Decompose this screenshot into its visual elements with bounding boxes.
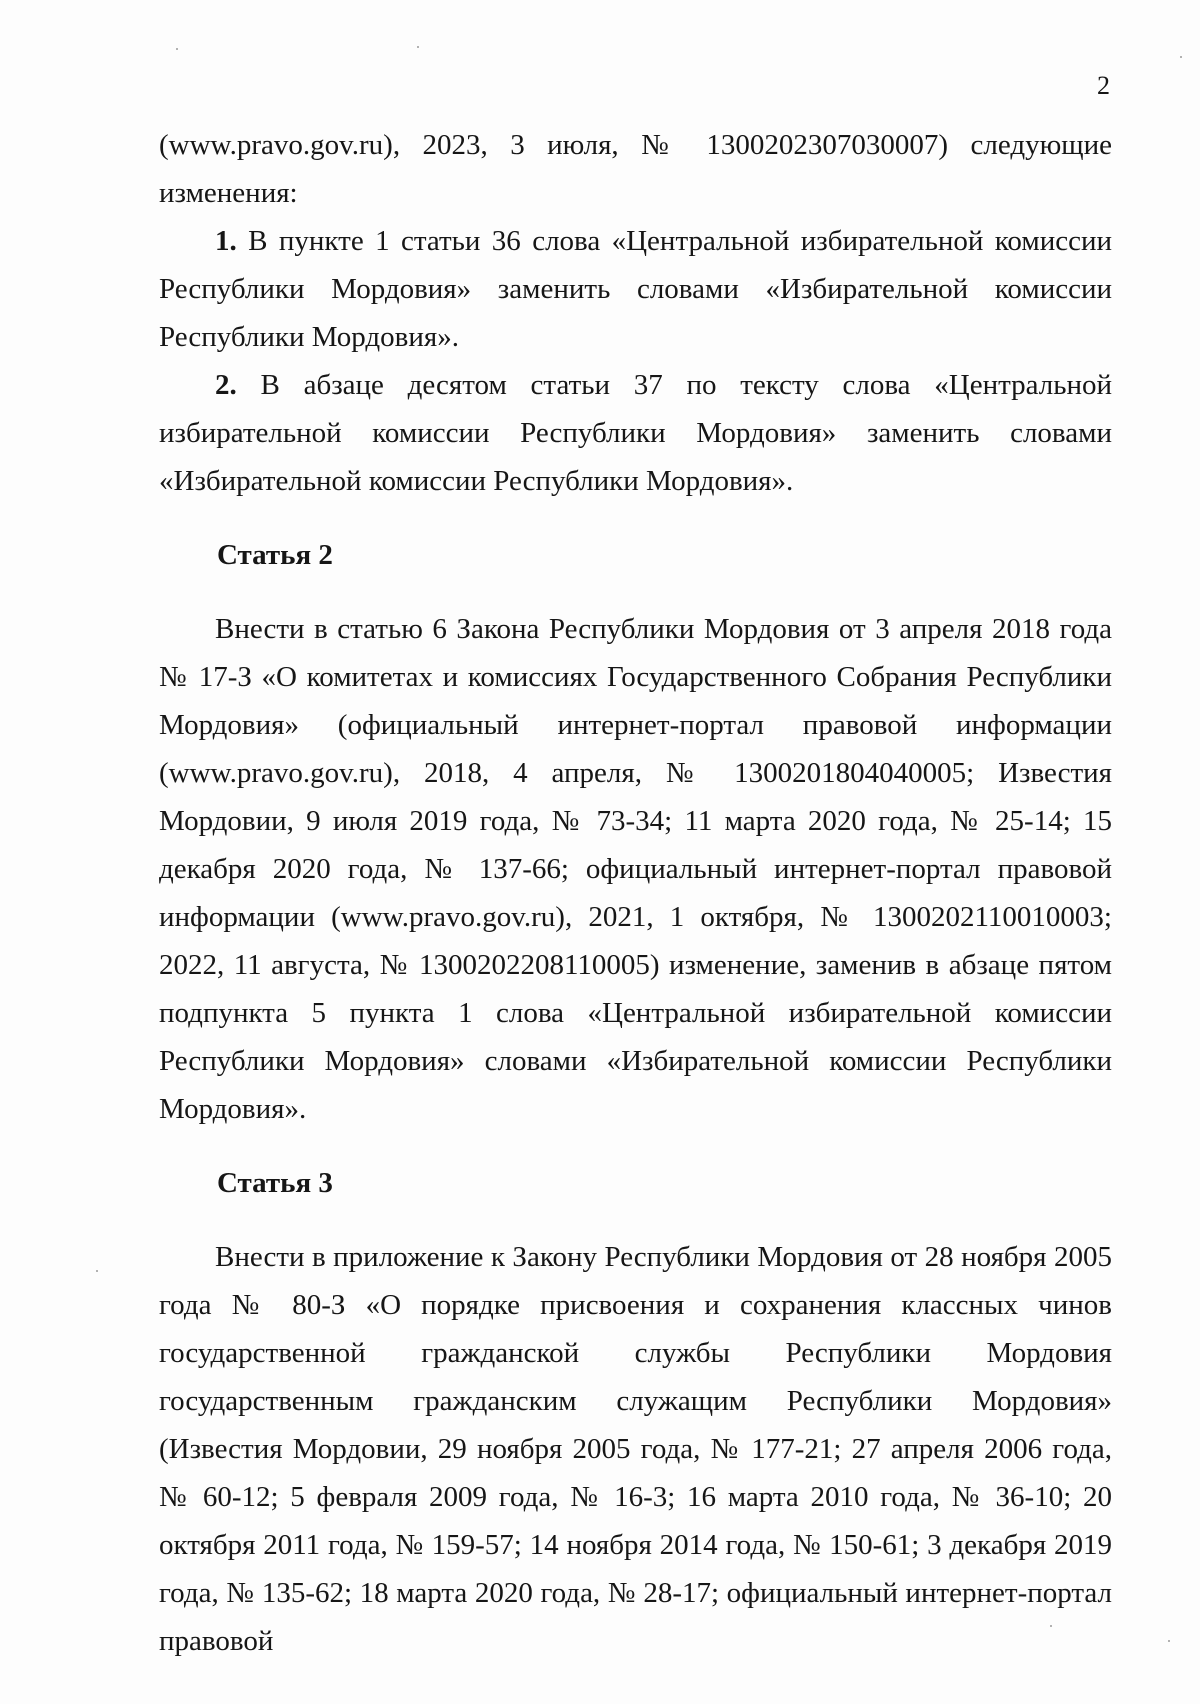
page-number: 2 [1097, 71, 1110, 100]
change-item-2 [159, 361, 1112, 505]
intro-paragraph: (www.pravo.gov.ru), 2023, 3 июля, № 1300202307030007) следующие изменения: [159, 129, 1112, 209]
article-3-text: Внести в приложение к Закону Республики Мордовия от 28 ноября 2005 года № 80-З «О порядке присвоения и сохранения классных чинов государственной гражданской службы Республики Мордовия государственным гражданским служащим Республики Мордовия» (Известия Мордовии, 29 ноября 2005 года, № 177-21; 27 апреля 2006 года, № 60-12; 5 февраля 2009 года, № 16-3; 16 марта 2010 года, № 36-10; 20 октября 2011 года, № 159-57; 14 ноября 2014 года, № 150-61; 3 декабря 2019 года, № 135-62; 18 марта 2020 года, № 28-17; официальный интернет-портал правовой [159, 1241, 1112, 1657]
scan-speck [176, 48, 178, 50]
scan-speck [96, 1270, 98, 1272]
change-number-2: 2. [215, 369, 237, 401]
change-number-1: 1. [215, 225, 237, 257]
document-body [159, 121, 1112, 1665]
scan-speck [1168, 1640, 1170, 1642]
article-2-heading: Статья 2 [217, 539, 333, 571]
change-item-1 [159, 217, 1112, 361]
article-2-text: Внести в статью 6 Закона Республики Мордовия от 3 апреля 2018 года № 17-З «О комитетах и комиссиях Государственного Собрания Республики Мордовия» (официальный интернет-портал правовой информации (www.pravo.gov.ru), 2018, 4 апреля, № 1300201804040005; Известия Мордовии, 9 июля 2019 года, № 73-34; 11 марта 2020 года, № 25-14; 15 декабря 2020 года, № 137-66; официальный интернет-портал правовой информации (www.pravo.gov.ru), 2021, 1 октября, № 1300202110010003; 2022, 11 августа, № 1300202208110005) изменение, заменив в абзаце пятом подпункта 5 пункта 1 слова «Центральной избирательной комиссии Республики Мордовия» словами «Избирательной комиссии Республики Мордовия». [159, 613, 1112, 1125]
change-text-2: В абзаце десятом статьи 37 по тексту слова «Центральной избирательной комиссии Республики Мордовия» заменить словами «Избирательной комиссии Республики Мордовия». [159, 369, 1113, 497]
scan-speck [1180, 56, 1182, 58]
article-3-heading: Статья 3 [217, 1167, 333, 1199]
change-text-1: В пункте 1 статьи 36 слова «Центральной избирательной комиссии Республики Мордовия» заменить словами «Избирательной комиссии Республики Мордовия». [159, 225, 1113, 353]
scan-speck [417, 46, 419, 48]
scan-speck [1050, 1625, 1052, 1627]
